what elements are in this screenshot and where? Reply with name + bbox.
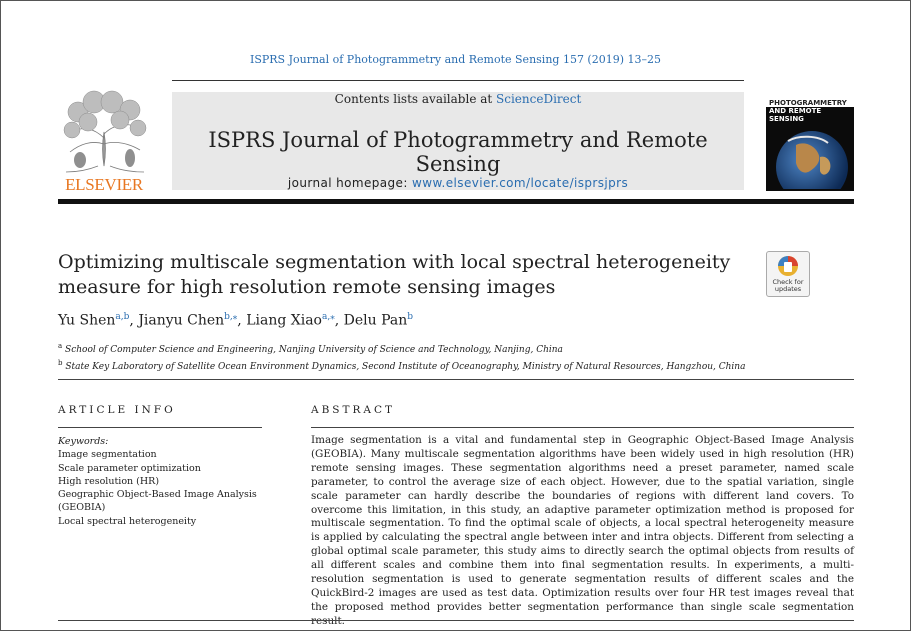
- affiliation-mark: b: [58, 359, 63, 367]
- journal-reference[interactable]: ISPRS Journal of Photogrammetry and Remote Sensing 157 (2019) 13–25: [249, 53, 662, 66]
- sciencedirect-link[interactable]: ScienceDirect: [496, 92, 582, 106]
- author-name[interactable]: Delu Pan: [343, 312, 408, 329]
- abstract-heading: ABSTRACT: [311, 404, 396, 416]
- top-rule: [172, 80, 744, 81]
- cover-title-line2: AND REMOTE SENSING: [769, 107, 822, 123]
- author-affiliation-mark[interactable]: a,b: [115, 312, 130, 322]
- check-updates-label: [767, 279, 809, 293]
- author-affiliation-mark[interactable]: a,⁎: [321, 312, 335, 322]
- author-separator: ,: [237, 312, 247, 329]
- check-updates-icon: [767, 252, 809, 280]
- keywords-label: Keywords:: [58, 436, 109, 447]
- cover-title-line1: PHOTOGRAMMETRY: [769, 99, 847, 107]
- affiliation-mark: a: [58, 342, 63, 350]
- affiliation-text: School of Computer Science and Engineering, Nanjing University of Science and Technology, Nanjing, China: [62, 345, 563, 355]
- author-affiliation-mark[interactable]: b,⁎: [224, 312, 238, 322]
- check-for-updates-button[interactable]: [766, 251, 810, 297]
- header-thick-rule: [58, 199, 854, 204]
- section-rule: [58, 379, 854, 380]
- contents-prefix: Contents lists available at: [334, 92, 497, 106]
- check-updates-label-line2: updates: [774, 285, 802, 293]
- keyword-item: Local spectral heterogeneity: [58, 515, 197, 527]
- keyword-item: Geographic Object-Based Image Analysis: [58, 489, 257, 501]
- journal-banner: [172, 92, 744, 190]
- keyword-item: Image segmentation: [58, 449, 157, 461]
- author-list: [58, 312, 413, 329]
- homepage-line: [172, 176, 744, 190]
- keyword-item: (GEOBIA): [58, 502, 106, 514]
- affiliation-line: [58, 357, 745, 374]
- author-separator: ,: [334, 312, 344, 329]
- cover-title: [769, 99, 853, 123]
- author-separator: ,: [129, 312, 139, 329]
- homepage-link[interactable]: www.elsevier.com/locate/isprsjprs: [412, 176, 629, 190]
- author-name[interactable]: Liang Xiao: [246, 312, 322, 329]
- keyword-item: High resolution (HR): [58, 475, 160, 487]
- abstract-text: Image segmentation is a vital and fundamental step in Geographic Object-Based Image Analysis (GEOBIA). Many multiscale segmentation algorithms have been widely used in high resolution (HR) remote sensing images. These segmentation algorithms need a preset parameter, named scale parameter, to control the average size of each object. However, due to the spatial variation, single scale parameter can hardly describe the boundaries of regions with different land covers. To overcome this limitation, in this study, an adaptive parameter optimization method is proposed for multiscale segmentation. To find the optimal scale of objects, a local spectral heterogeneity measure is applied by calculating the spectral angle between inter and intra objects. Different from selecting a global optimal scale parameter, this study aims to directly search the optimal objects from results of all different scales and combine them into final segmentation results. In experiments, a multi-resolution segmentation is used to generate segmentation results of different scales and the QuickBird-2 images are used as test data. Optimization results over four HR test images reveal that the proposed method provides better segmentation performance than single scale segmentation: [311, 434, 854, 613]
- keyword-item: Scale parameter optimization: [58, 462, 201, 474]
- keywords-block: [58, 435, 258, 528]
- article-title: [58, 250, 738, 300]
- earth-globe-icon: [768, 127, 850, 189]
- abstract-rule: [311, 427, 854, 428]
- article-title-line2: measure for high resolution remote sensing images: [58, 276, 556, 298]
- affiliation-text: State Key Laboratory of Satellite Ocean Environment Dynamics, Second Institute of Oceanography, Ministry of Natural Resources, Hangzhou, China: [62, 362, 746, 372]
- homepage-prefix: journal homepage:: [287, 176, 413, 190]
- journal-name: ISPRS Journal of Photogrammetry and Remote Sensing: [208, 128, 708, 176]
- affiliations: [58, 340, 745, 374]
- author-name[interactable]: Jianyu Chen: [138, 312, 225, 329]
- author-name[interactable]: Yu Shen: [58, 312, 116, 329]
- contents-line: [172, 92, 744, 106]
- article-title-line1: Optimizing multiscale segmentation with local spectral heterogeneity: [58, 251, 731, 273]
- author-affiliation-mark[interactable]: b: [407, 312, 413, 322]
- bottom-rule: [58, 620, 854, 621]
- affiliation-line: [58, 340, 745, 357]
- check-updates-label-line1: Check for: [772, 278, 804, 286]
- journal-cover-thumbnail[interactable]: [766, 81, 854, 191]
- article-info-rule: [58, 427, 262, 428]
- elsevier-wordmark: ELSEVIER: [65, 175, 143, 194]
- article-info-heading: ARTICLE INFO: [58, 404, 176, 416]
